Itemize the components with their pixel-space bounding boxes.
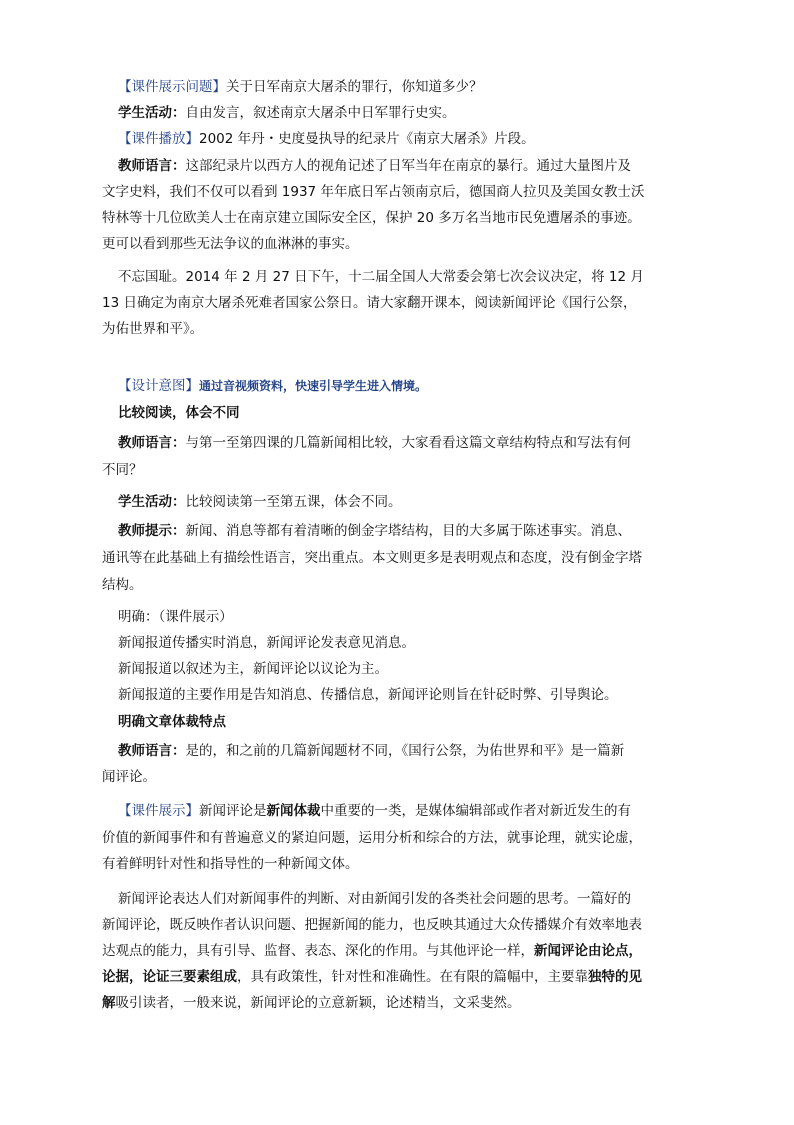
- commentary-para-line4: [102, 967, 642, 987]
- courseware-play-tag: 【课件播放】: [118, 131, 199, 147]
- design-intent-text: 通过音视频资料，快速引导学生进入情境。: [199, 379, 428, 393]
- teacher-language-text-line4: 更可以看到那些无法争议的血淋淋的事实。: [102, 236, 359, 252]
- student-activity-text: 自由发言，叙述南京大屠杀中日军罪行史实。: [185, 105, 456, 121]
- student-activity-label: 学生活动：: [118, 494, 186, 510]
- teacher-language-3: [118, 741, 624, 761]
- genre-heading: 明确文章体裁特点: [118, 714, 226, 730]
- commentary-para-line3-bold: 新闻评论由论点，: [534, 943, 642, 959]
- clarify-point-2: 新闻报道以叙述为主，新闻评论以议论为主。: [118, 661, 388, 677]
- commentary-para-line5: [102, 993, 521, 1013]
- courseware-question-tag: 【课件展示问题】: [118, 79, 226, 95]
- courseware-question: [118, 77, 483, 97]
- courseware-show-text-c: 中重要的一类，是媒体编辑部或作者对新近发生的有: [320, 803, 631, 819]
- student-activity-2: [118, 492, 402, 512]
- teacher-language-text-line2: 文字史料，我们不仅可以看到 1937 年年底日军占领南京后，德国商人拉贝及美国女教士沃: [102, 184, 645, 200]
- national-shame-line1: 不忘国耻。2014 年 2 月 27 日下午，十二届全国人大常委会第七次会议决定，将 12 月: [118, 269, 644, 285]
- courseware-show: [118, 801, 631, 821]
- teacher-hint-text-line2: 通讯等在此基础上有描绘性语言，突出重点。本文则更多是表明观点和态度，没有倒金字塔: [102, 550, 642, 566]
- commentary-para-line4-bold2: 独特的见: [588, 969, 642, 985]
- commentary-para-line4-text: ，具有政策性，针对性和准确性。在有限的篇幅中，主要靠: [237, 969, 588, 985]
- national-shame-line2: 13 日确定为南京大屠杀死难者国家公祭日。请大家翻开课本，阅读新闻评论《国行公祭，: [102, 295, 637, 311]
- teacher-language-2: [118, 433, 631, 453]
- teacher-hint: [118, 521, 631, 541]
- commentary-para-line5-bold: 解: [102, 995, 116, 1011]
- teacher-hint-text-line3: 结构。: [102, 577, 143, 593]
- commentary-para-line5-text: 吸引读者，一般来说，新闻评论的立意新颖，论述精当，文采斐然。: [115, 995, 521, 1011]
- clarify-point-1: 新闻报道传播实时消息，新闻评论发表意见消息。: [118, 635, 415, 651]
- design-intent-tag: 【设计意图】: [118, 378, 199, 394]
- courseware-question-text: 关于日军南京大屠杀的罪行，你知道多少？: [226, 79, 483, 95]
- teacher-hint-text-line1: 新闻、消息等都有着清晰的倒金字塔结构，目的大多属于陈述事实。消息、: [185, 523, 631, 539]
- student-activity-label: 学生活动：: [118, 105, 186, 121]
- courseware-show-text-a: 新闻评论是: [199, 803, 267, 819]
- teacher-language-text-line1: 是的，和之前的几篇新闻题材不同，《国行公祭，为佑世界和平》是一篇新: [185, 743, 625, 759]
- commentary-para-line4-bold: 论据，论证三要素组成: [102, 969, 237, 985]
- courseware-show-tag: 【课件展示】: [118, 803, 199, 819]
- student-activity-1: [118, 103, 456, 123]
- courseware-play-text: 2002 年丹・史度曼执导的纪录片《南京大屠杀》片段。: [199, 131, 535, 147]
- teacher-language-text-line2: 不同？: [102, 462, 143, 478]
- commentary-para-line3-a: 达观点的能力，具有引导、监督、表态、深化的作用。与其他评论一样，: [102, 943, 534, 959]
- courseware-show-line2: 价值的新闻事件和有普遍意义的紧迫问题，运用分析和综合的方法，就事论理，就实论虚，: [102, 830, 642, 846]
- teacher-language-label: 教师语言：: [118, 158, 186, 174]
- teacher-language-text-line2: 闻评论。: [102, 769, 156, 785]
- design-intent: [118, 376, 427, 396]
- courseware-show-line3: 有着鲜明针对性和指导性的一种新闻文体。: [102, 856, 359, 872]
- teacher-language-label: 教师语言：: [118, 743, 186, 759]
- teacher-language-text-line1: 与第一至第四课的几篇新闻相比较，大家看看这篇文章结构特点和写法有何: [185, 435, 631, 451]
- compare-reading-heading: 比较阅读，体会不同: [118, 405, 240, 421]
- courseware-play: [118, 129, 535, 149]
- courseware-show-emphasis: 新闻体裁: [266, 803, 321, 819]
- teacher-language-text-line3: 特林等十几位欧美人士在南京建立国际安全区，保护 20 多万名当地市民免遭屠杀的事迹。: [102, 210, 641, 226]
- clarify-label: 明确：（课件展示）: [118, 609, 233, 625]
- clarify-point-3: 新闻报道的主要作用是告知消息、传播信息，新闻评论则旨在针砭时弊、引导舆论。: [118, 687, 618, 703]
- commentary-para-line3: [102, 941, 642, 961]
- teacher-language-text-line1: 这部纪录片以西方人的视角记述了日军当年在南京的暴行。通过大量图片及: [185, 158, 631, 174]
- student-activity-text: 比较阅读第一至第五课，体会不同。: [185, 494, 402, 510]
- national-shame-line3: 为佑世界和平》。: [102, 321, 204, 337]
- teacher-language-label: 教师语言：: [118, 435, 186, 451]
- teacher-hint-label: 教师提示：: [118, 523, 186, 539]
- teacher-language-1: [118, 156, 631, 176]
- commentary-para-line2: 新闻评论，既反映作者认识问题、把握新闻的能力，也反映其通过大众传播媒介有效率地表: [102, 917, 642, 933]
- commentary-para-line1: 新闻评论表达人们对新闻事件的判断、对由新闻引发的各类社会问题的思考。一篇好的: [118, 891, 631, 907]
